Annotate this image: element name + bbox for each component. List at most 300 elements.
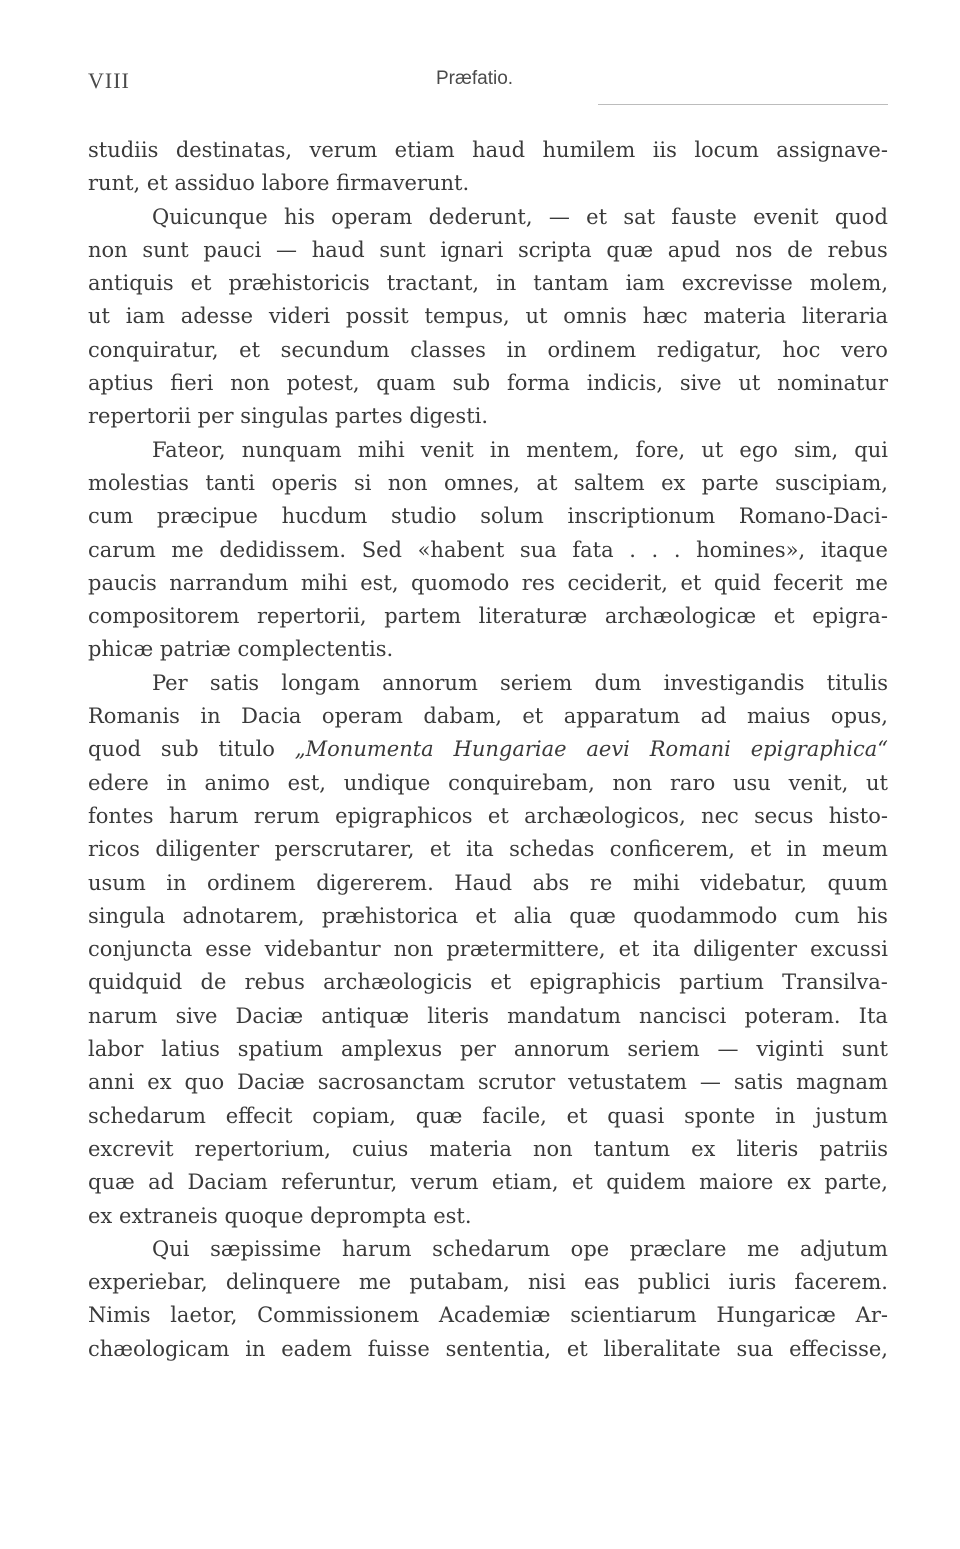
word: in bbox=[506, 337, 527, 362]
word: ex bbox=[661, 470, 686, 495]
word: indicis, bbox=[586, 371, 664, 396]
word: etiam, bbox=[491, 1170, 559, 1195]
word: cum bbox=[88, 504, 134, 529]
word: satis bbox=[209, 670, 260, 695]
word: experiebar, bbox=[88, 1270, 208, 1295]
word: titulo bbox=[218, 737, 275, 762]
word: sæpissime bbox=[210, 1236, 322, 1261]
word: singulas bbox=[240, 404, 329, 429]
word: diligenter bbox=[155, 837, 260, 862]
word: operam bbox=[321, 704, 403, 729]
word: Ar- bbox=[855, 1303, 888, 1328]
word: ex bbox=[786, 1170, 811, 1195]
word: ita bbox=[652, 937, 681, 962]
word: de bbox=[200, 970, 227, 995]
word: in bbox=[775, 1103, 796, 1128]
word: qui bbox=[854, 437, 888, 462]
word: copiam, bbox=[312, 1103, 396, 1128]
word: epigraphicis bbox=[529, 970, 662, 995]
word: his bbox=[856, 903, 888, 928]
word: quæ bbox=[569, 903, 616, 928]
word: nos bbox=[735, 237, 773, 262]
word: videri bbox=[268, 304, 331, 329]
word: non bbox=[387, 470, 428, 495]
text-line bbox=[88, 900, 888, 933]
word: ceciderit, bbox=[567, 570, 668, 595]
word: quodammodo bbox=[633, 903, 778, 928]
word: hæc bbox=[642, 304, 688, 329]
word: Hungariae bbox=[453, 737, 567, 762]
word: — bbox=[276, 237, 297, 262]
word: tractant, bbox=[386, 271, 480, 296]
word: in bbox=[166, 770, 187, 795]
word: scrutor bbox=[477, 1070, 556, 1095]
word: ordinem bbox=[207, 870, 296, 895]
word: cuius bbox=[351, 1136, 409, 1161]
word: nominatur bbox=[777, 371, 888, 396]
text-line bbox=[88, 733, 888, 766]
text-line bbox=[88, 367, 888, 400]
word: apud bbox=[667, 237, 721, 262]
word: epigraphicos bbox=[335, 803, 473, 828]
word: mihi bbox=[632, 870, 680, 895]
word: et bbox=[146, 171, 168, 196]
word: runt, bbox=[88, 171, 141, 196]
word: res bbox=[521, 570, 556, 595]
word: . bbox=[651, 537, 659, 562]
word: verum bbox=[309, 138, 378, 162]
word: literis bbox=[736, 1136, 799, 1161]
word: ordinem bbox=[547, 337, 637, 362]
word: seriem bbox=[627, 1037, 700, 1062]
word: Romani bbox=[649, 737, 731, 762]
word: itaque bbox=[820, 537, 888, 562]
word: et bbox=[487, 803, 509, 828]
word: excrevit bbox=[88, 1136, 174, 1161]
word: sub bbox=[160, 737, 199, 762]
word: firmaverunt. bbox=[336, 171, 470, 196]
word: abs bbox=[532, 870, 570, 895]
word: edere bbox=[88, 770, 149, 795]
word: opus, bbox=[830, 704, 888, 729]
running-header bbox=[88, 68, 888, 108]
word: fieri bbox=[170, 371, 214, 396]
word: fata bbox=[572, 537, 614, 562]
word: præcipue bbox=[156, 504, 258, 529]
word: haud bbox=[472, 138, 526, 162]
word: et bbox=[475, 903, 497, 928]
word: sua bbox=[736, 1336, 774, 1361]
word: nancisci bbox=[639, 1003, 727, 1028]
word: annorum bbox=[382, 670, 478, 695]
word: Sed bbox=[361, 537, 402, 562]
word: quum bbox=[827, 870, 888, 895]
word: omnis bbox=[563, 304, 627, 329]
word: est, bbox=[360, 570, 399, 595]
word: antiquæ bbox=[321, 1003, 410, 1028]
word: literaria bbox=[801, 304, 888, 329]
word: aevi bbox=[586, 737, 630, 762]
text-line bbox=[88, 767, 888, 800]
word: sive bbox=[679, 371, 722, 396]
word: titulis bbox=[826, 670, 888, 695]
word: meum bbox=[822, 837, 888, 862]
word: ut bbox=[738, 371, 761, 396]
word: hucdum bbox=[281, 504, 368, 529]
word: Hungaricæ bbox=[716, 1303, 836, 1328]
word: deprompta bbox=[310, 1203, 427, 1228]
word: humilem bbox=[542, 138, 636, 162]
word: adjutum bbox=[800, 1236, 888, 1261]
word: per bbox=[197, 404, 234, 429]
word: archæologicis bbox=[323, 970, 473, 995]
word: ut bbox=[866, 770, 888, 795]
word: quo bbox=[184, 1070, 225, 1095]
word: evenit bbox=[753, 204, 819, 229]
word: epigra- bbox=[812, 604, 888, 629]
word: non bbox=[88, 237, 128, 262]
word: non bbox=[393, 937, 434, 962]
word: dum bbox=[594, 670, 642, 695]
word: mandatum bbox=[507, 1003, 621, 1028]
word: phicæ bbox=[88, 637, 154, 662]
word: parte bbox=[701, 470, 759, 495]
word: annorum bbox=[513, 1037, 610, 1062]
word: quod bbox=[88, 737, 142, 762]
word: dedidissem. bbox=[219, 537, 347, 562]
word: ope bbox=[570, 1236, 610, 1261]
body-text bbox=[88, 134, 888, 1366]
word: eas bbox=[583, 1270, 620, 1295]
word: undique bbox=[343, 770, 431, 795]
word: investigandis bbox=[663, 670, 805, 695]
word: ut bbox=[88, 304, 110, 329]
word: diligenter bbox=[693, 937, 798, 962]
text-line bbox=[88, 1133, 888, 1166]
word: repertorii bbox=[88, 404, 191, 429]
word: Romanis bbox=[88, 704, 180, 729]
word: sive bbox=[175, 1003, 218, 1028]
word: non bbox=[612, 770, 653, 795]
word: labor bbox=[88, 1037, 144, 1062]
word: non bbox=[230, 371, 270, 396]
word: quæ bbox=[606, 237, 654, 262]
word: mihi bbox=[300, 570, 348, 595]
word: Quicunque bbox=[152, 204, 268, 229]
word: labore bbox=[261, 171, 330, 196]
word: digesti. bbox=[409, 404, 489, 429]
word: partem bbox=[384, 604, 461, 629]
word: sponte bbox=[684, 1103, 756, 1128]
word: et bbox=[586, 204, 608, 229]
text-line bbox=[88, 667, 888, 700]
word: prætermittere, bbox=[446, 937, 606, 962]
word: nunquam bbox=[241, 437, 342, 462]
word: repertorium, bbox=[194, 1136, 331, 1161]
text-line bbox=[88, 867, 888, 900]
word: adnotarem, bbox=[182, 903, 305, 928]
word: quoque bbox=[224, 1203, 304, 1228]
word: Qui bbox=[152, 1236, 190, 1261]
word: est. bbox=[433, 1203, 472, 1228]
text-line bbox=[88, 833, 888, 866]
text-line bbox=[88, 1233, 888, 1266]
text-line bbox=[88, 1200, 888, 1233]
word: et bbox=[566, 1103, 588, 1128]
word: materia bbox=[429, 1136, 512, 1161]
word: ex bbox=[691, 1136, 716, 1161]
word: me bbox=[358, 1270, 392, 1295]
word: et bbox=[490, 970, 512, 995]
word: literis bbox=[427, 1003, 490, 1028]
word: in bbox=[200, 704, 221, 729]
word: conficerem, bbox=[609, 837, 735, 862]
word: Daciæ bbox=[237, 1070, 305, 1095]
word: chæologicam bbox=[88, 1336, 230, 1361]
word: secus bbox=[754, 803, 814, 828]
text-line bbox=[88, 267, 888, 300]
word: schedarum bbox=[88, 1103, 206, 1128]
text-line bbox=[88, 633, 888, 666]
word: . bbox=[673, 537, 681, 562]
word: carum bbox=[88, 537, 156, 562]
text-line bbox=[88, 1033, 888, 1066]
word: locum bbox=[694, 138, 759, 162]
word: et bbox=[618, 937, 640, 962]
word: mentem, bbox=[526, 437, 620, 462]
word: Academiæ bbox=[438, 1303, 551, 1328]
word: sententia, bbox=[445, 1336, 552, 1361]
word: pauci bbox=[203, 237, 262, 262]
word: studio bbox=[391, 504, 457, 529]
word: conjuncta bbox=[88, 937, 193, 962]
word: conquiratur, bbox=[88, 337, 219, 362]
word: suscipiam, bbox=[775, 470, 888, 495]
word: videbantur bbox=[264, 937, 381, 962]
text-line bbox=[88, 567, 888, 600]
word: amplexus bbox=[341, 1037, 443, 1062]
word: Dacia bbox=[241, 704, 302, 729]
word: fore, bbox=[635, 437, 686, 462]
word: ita bbox=[466, 837, 494, 862]
word: his bbox=[283, 204, 315, 229]
word: rerum bbox=[253, 803, 320, 828]
word: effecit bbox=[225, 1103, 293, 1128]
word: alia bbox=[513, 903, 552, 928]
word: Daciæ bbox=[235, 1003, 304, 1028]
word: ut bbox=[525, 304, 548, 329]
word: possit bbox=[345, 304, 409, 329]
word: conquirebam, bbox=[448, 770, 595, 795]
text-line bbox=[88, 1166, 888, 1199]
word: et bbox=[773, 604, 795, 629]
word: homines», bbox=[696, 537, 806, 562]
word: perscrutarer, bbox=[274, 837, 415, 862]
text-line bbox=[88, 467, 888, 500]
word: dederunt, bbox=[428, 204, 533, 229]
word: sim, bbox=[794, 437, 839, 462]
word: fontes bbox=[88, 803, 154, 828]
word: assiduo bbox=[174, 171, 255, 196]
word: Fateor, bbox=[152, 437, 226, 462]
word: si bbox=[353, 470, 372, 495]
word: secundum bbox=[280, 337, 390, 362]
word: Commissionem bbox=[257, 1303, 420, 1328]
word: epigraphica“ bbox=[750, 737, 888, 762]
word: inscriptionum bbox=[567, 504, 716, 529]
text-line bbox=[88, 500, 888, 533]
word: in bbox=[496, 271, 517, 296]
word: effecisse, bbox=[789, 1336, 888, 1361]
word: et bbox=[750, 837, 772, 862]
word: redigatur, bbox=[656, 337, 762, 362]
word: maius bbox=[747, 704, 811, 729]
word: classes bbox=[410, 337, 486, 362]
text-line bbox=[88, 167, 888, 200]
word: tantum bbox=[593, 1136, 671, 1161]
text-line bbox=[88, 201, 888, 234]
word: solum bbox=[480, 504, 544, 529]
word: ex bbox=[147, 1070, 172, 1095]
word: in bbox=[245, 1336, 266, 1361]
word: operam bbox=[331, 204, 413, 229]
page-number: VIII bbox=[88, 68, 130, 93]
word: præclare bbox=[629, 1236, 727, 1261]
word: excrevisse bbox=[681, 271, 793, 296]
word: Romano-Daci- bbox=[738, 504, 888, 529]
word: facerem. bbox=[794, 1270, 888, 1295]
word: patriis bbox=[819, 1136, 888, 1161]
word: scientiarum bbox=[570, 1303, 697, 1328]
word: publici bbox=[637, 1270, 711, 1295]
word: histo- bbox=[828, 803, 888, 828]
word: patriæ bbox=[159, 637, 231, 662]
word: est, bbox=[287, 770, 326, 795]
word: literaturæ bbox=[478, 604, 588, 629]
word: complectentis. bbox=[237, 637, 394, 662]
text-line bbox=[88, 966, 888, 999]
word: narrandum bbox=[169, 570, 289, 595]
word: justum bbox=[815, 1103, 888, 1128]
word: molestias bbox=[88, 470, 189, 495]
word: ut bbox=[701, 437, 724, 462]
word: sat bbox=[623, 204, 656, 229]
word: Ita bbox=[858, 1003, 888, 1028]
word: usum bbox=[88, 870, 146, 895]
word: in bbox=[489, 437, 511, 462]
word: sacrosanctam bbox=[317, 1070, 465, 1095]
word: at bbox=[536, 470, 558, 495]
text-line bbox=[88, 600, 888, 633]
word: longam bbox=[281, 670, 360, 695]
word: tempus, bbox=[424, 304, 510, 329]
text-line bbox=[88, 334, 888, 367]
word: ad bbox=[700, 704, 727, 729]
word: iam bbox=[125, 304, 165, 329]
word: extraneis bbox=[119, 1203, 218, 1228]
word: eadem bbox=[281, 1336, 352, 1361]
word: seriem bbox=[500, 670, 573, 695]
word: iis bbox=[652, 138, 677, 162]
word: laetor, bbox=[170, 1303, 238, 1328]
word: apparatum bbox=[563, 704, 681, 729]
word: — bbox=[717, 1037, 739, 1062]
word: quæ bbox=[88, 1170, 135, 1195]
word: ignari bbox=[440, 237, 504, 262]
word: me bbox=[855, 570, 888, 595]
word: partes bbox=[335, 404, 403, 429]
running-title: Præfatio. bbox=[436, 68, 514, 89]
word: antiquis bbox=[88, 271, 174, 296]
word: et bbox=[190, 271, 212, 296]
word: animo bbox=[204, 770, 270, 795]
word: et bbox=[522, 704, 544, 729]
word: iuris bbox=[728, 1270, 777, 1295]
word: quam bbox=[376, 371, 436, 396]
text-line bbox=[88, 234, 888, 267]
word: tantam bbox=[533, 271, 609, 296]
text-line bbox=[88, 1100, 888, 1133]
word: operis bbox=[271, 470, 338, 495]
word: sunt bbox=[142, 237, 189, 262]
word: spatium bbox=[237, 1037, 324, 1062]
word: sub bbox=[452, 371, 491, 396]
word: harum bbox=[341, 1236, 412, 1261]
word: assignave- bbox=[776, 138, 888, 162]
word: potest, bbox=[286, 371, 360, 396]
word: ad bbox=[148, 1170, 175, 1195]
word: rebus bbox=[244, 970, 305, 995]
word: „Monumenta bbox=[294, 737, 434, 762]
word: quidem bbox=[606, 1170, 686, 1195]
word: saltem bbox=[573, 470, 645, 495]
word: præhistorica bbox=[321, 903, 459, 928]
word: anni bbox=[88, 1070, 135, 1095]
word: quid bbox=[713, 570, 761, 595]
word: satis bbox=[733, 1070, 784, 1095]
word: et bbox=[429, 837, 451, 862]
text-line bbox=[88, 400, 888, 433]
word: haud bbox=[311, 237, 365, 262]
word: — bbox=[699, 1070, 721, 1095]
word: Haud bbox=[454, 870, 513, 895]
word: venit bbox=[420, 437, 474, 462]
word: compositorem bbox=[88, 604, 240, 629]
word: harum bbox=[168, 803, 239, 828]
word: et bbox=[680, 570, 702, 595]
text-line bbox=[88, 300, 888, 333]
word: dabam, bbox=[423, 704, 502, 729]
word: delinquere bbox=[225, 1270, 341, 1295]
word: materia bbox=[703, 304, 787, 329]
word: ego bbox=[739, 437, 778, 462]
word: in bbox=[786, 837, 807, 862]
word: sunt bbox=[379, 237, 426, 262]
text-line bbox=[88, 1299, 888, 1332]
word: ex bbox=[88, 1203, 113, 1228]
word: et bbox=[571, 1170, 593, 1195]
word: — bbox=[548, 204, 570, 229]
word: et bbox=[566, 1336, 588, 1361]
word: videbatur, bbox=[700, 870, 807, 895]
word: archæologicæ bbox=[604, 604, 757, 629]
word: non bbox=[532, 1136, 573, 1161]
text-line bbox=[88, 1000, 888, 1033]
word: partium bbox=[679, 970, 764, 995]
text-line bbox=[88, 1333, 888, 1366]
word: adesse bbox=[180, 304, 254, 329]
word: referuntur, bbox=[281, 1170, 398, 1195]
